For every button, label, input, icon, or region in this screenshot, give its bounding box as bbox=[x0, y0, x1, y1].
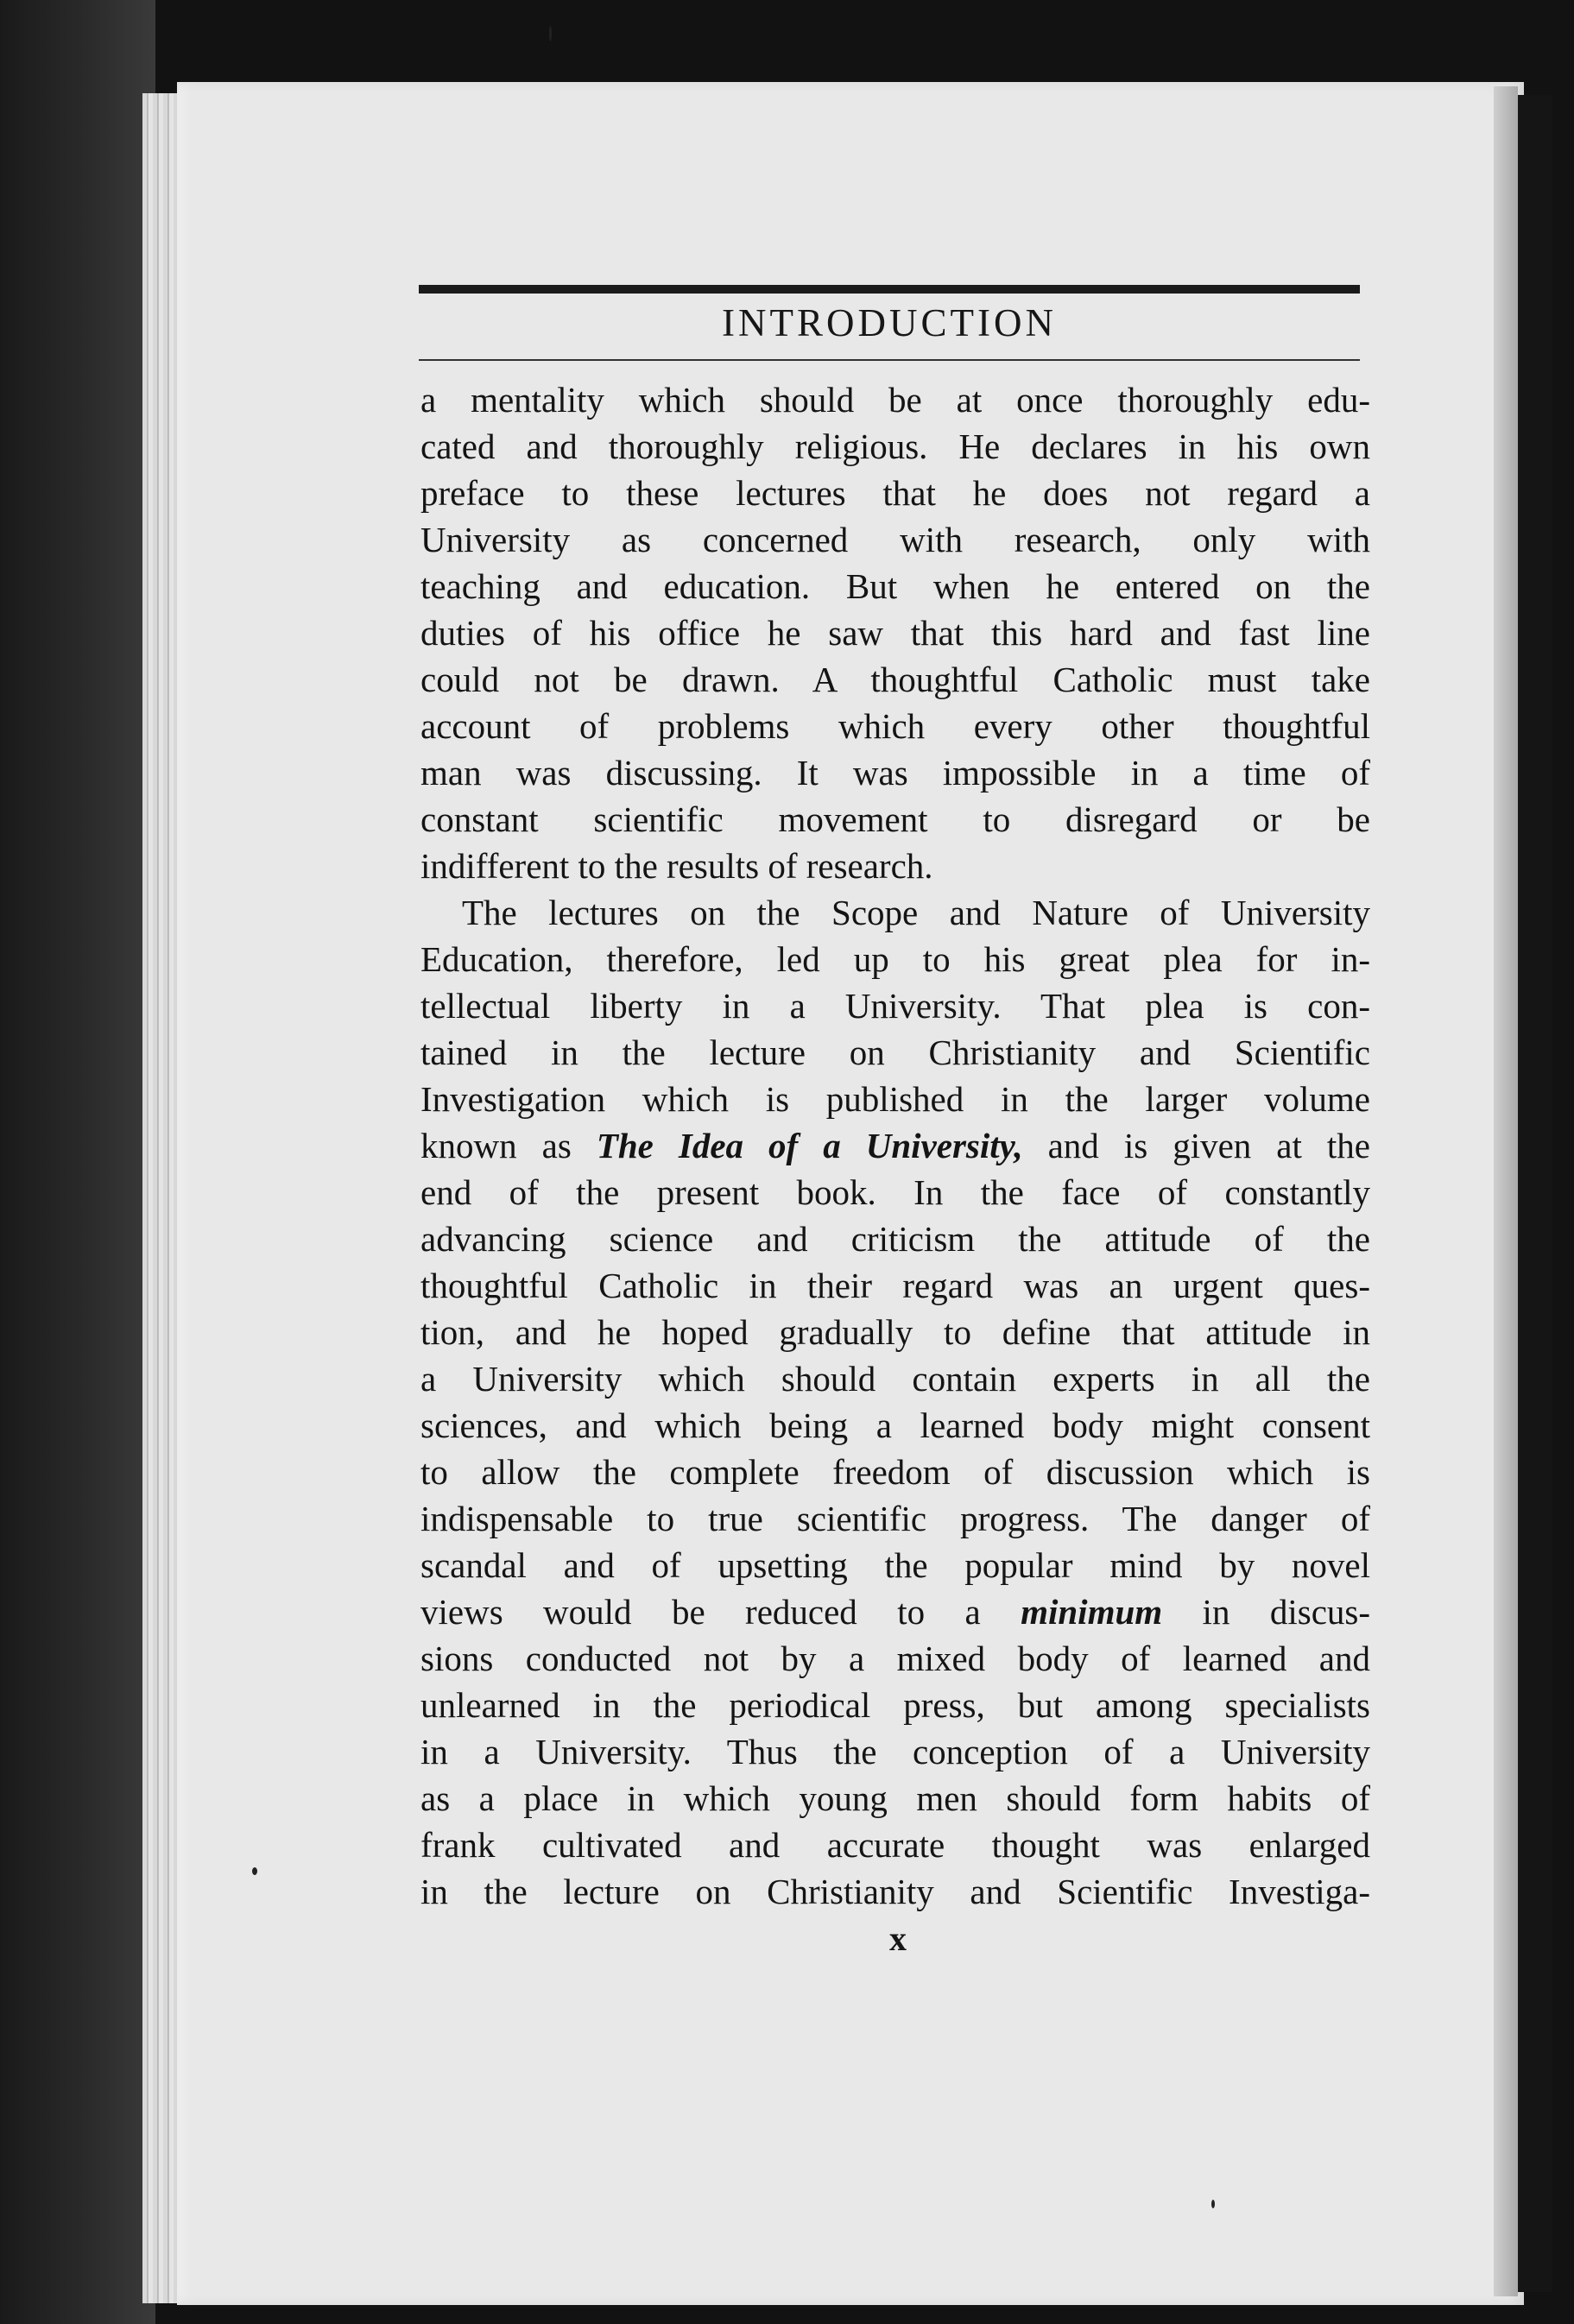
text-fragment: known as bbox=[420, 1126, 597, 1165]
text-line: in a University. Thus the conception of a University bbox=[420, 1732, 1370, 1771]
header-rule-thin bbox=[419, 359, 1360, 361]
body-text bbox=[420, 376, 1370, 1915]
text-line: Education, therefore, led up to his great plea for in- bbox=[420, 939, 1370, 979]
emphasis-word: minimum bbox=[1021, 1592, 1163, 1632]
text-line: University as concerned with research, only with bbox=[420, 520, 1370, 559]
text-line: scandal and of upsetting the popular mind by novel bbox=[420, 1545, 1370, 1585]
text-fragment: views would be reduced to a bbox=[420, 1592, 1021, 1632]
text-line: cated and thoroughly religious. He declares in his own bbox=[420, 426, 1370, 466]
text-line: indispensable to true scientific progress. The danger of bbox=[420, 1499, 1370, 1538]
text-line: frank cultivated and accurate thought was enlarged bbox=[420, 1825, 1370, 1865]
text-line: duties of his office he saw that this hard and fast line bbox=[420, 613, 1370, 653]
ink-speck bbox=[549, 26, 552, 41]
text-fragment: and is given at the bbox=[1022, 1126, 1370, 1165]
text-line: a University which should contain experts in all the bbox=[420, 1359, 1370, 1399]
text-line: to allow the complete freedom of discussion which is bbox=[420, 1452, 1370, 1492]
text-line: preface to these lectures that he does not regard a bbox=[420, 473, 1370, 513]
text-line: sions conducted not by a mixed body of learned and bbox=[420, 1639, 1370, 1678]
ink-speck bbox=[1211, 2200, 1215, 2208]
text-line: teaching and education. But when he entered on the bbox=[420, 566, 1370, 606]
text-line: advancing science and criticism the attitude of the bbox=[420, 1219, 1370, 1259]
text-line-with-emphasis bbox=[420, 1588, 1370, 1635]
right-page-edge bbox=[1494, 86, 1518, 2296]
text-line: could not be drawn. A thoughtful Catholic must take bbox=[420, 660, 1370, 699]
running-head: INTRODUCTION bbox=[722, 301, 1057, 344]
text-line: Investigation which is published in the larger volume bbox=[420, 1079, 1370, 1119]
text-line: account of problems which every other thoughtful bbox=[420, 706, 1370, 746]
book-binding bbox=[0, 0, 155, 2324]
text-line: man was discussing. It was impossible in a time of bbox=[420, 753, 1370, 793]
text-line: tellectual liberty in a University. That plea is con- bbox=[420, 986, 1370, 1026]
page-number: x bbox=[889, 1919, 907, 1958]
header-rule-thick bbox=[419, 285, 1360, 294]
text-line: end of the present book. In the face of constantly bbox=[420, 1172, 1370, 1212]
text-line: tained in the lecture on Christianity and Scientific bbox=[420, 1033, 1370, 1072]
right-cover-shadow bbox=[1518, 95, 1552, 2292]
text-fragment: in discus- bbox=[1162, 1592, 1370, 1632]
text-line-with-title bbox=[420, 1122, 1370, 1169]
text-line: unlearned in the periodical press, but among specialists bbox=[420, 1685, 1370, 1725]
text-line: The lectures on the Scope and Nature of University bbox=[462, 893, 1370, 932]
text-line: constant scientific movement to disregard or be bbox=[420, 799, 1370, 839]
text-line: a mentality which should be at once thoroughly edu- bbox=[420, 380, 1370, 420]
text-line: indifferent to the results of research. bbox=[420, 846, 933, 886]
book-title: The Idea of a University, bbox=[596, 1126, 1023, 1165]
text-line: sciences, and which being a learned body might consent bbox=[420, 1405, 1370, 1445]
text-line: tion, and he hoped gradually to define that attitude in bbox=[420, 1312, 1370, 1352]
ink-speck bbox=[252, 1867, 257, 1875]
text-line: as a place in which young men should form habits of bbox=[420, 1778, 1370, 1818]
text-line: in the lecture on Christianity and Scientific Investiga- bbox=[420, 1872, 1370, 1911]
text-line: thoughtful Catholic in their regard was an urgent ques- bbox=[420, 1266, 1370, 1305]
